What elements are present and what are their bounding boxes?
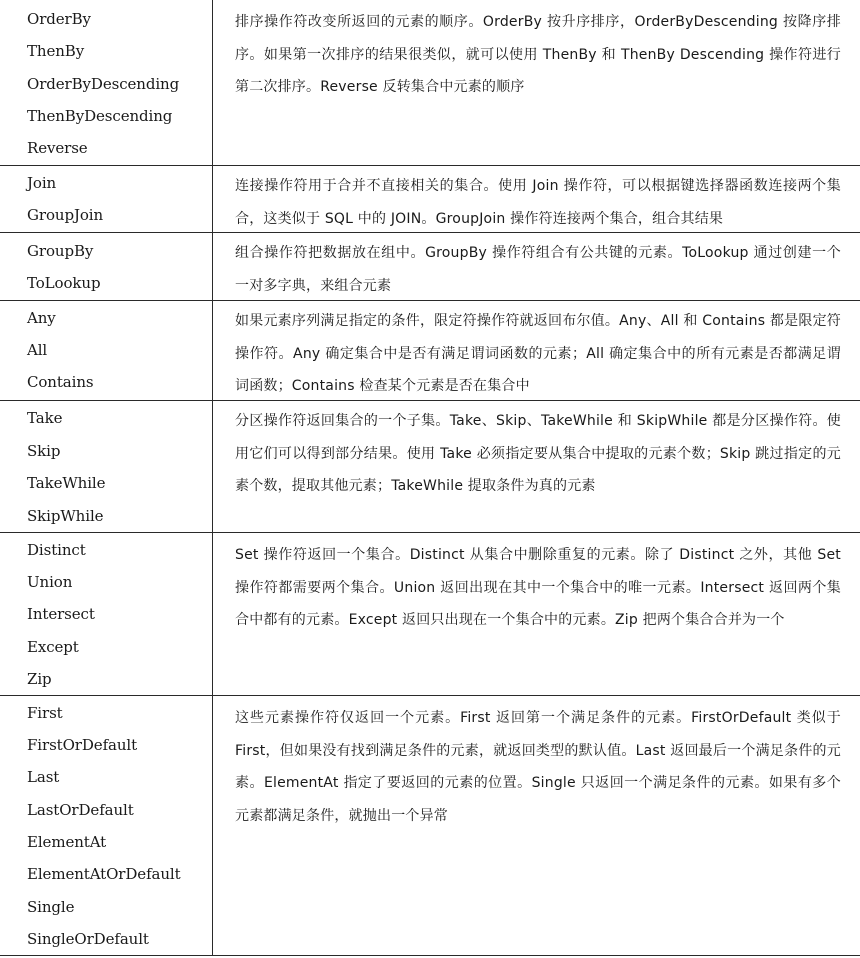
- operator-name: All: [27, 341, 48, 359]
- description-cell: [213, 401, 860, 532]
- table-row: [0, 400, 860, 532]
- operator-name: Intersect: [27, 605, 95, 623]
- operator-name: Distinct: [27, 541, 86, 559]
- operator-name: Reverse: [27, 139, 88, 157]
- operator-name: GroupBy: [27, 242, 94, 260]
- description-cell: [213, 533, 860, 695]
- table-row: [0, 232, 860, 300]
- table-row: [0, 0, 860, 165]
- operator-description: 排序操作符改变所返回的元素的顺序。OrderBy 按升序排序，OrderByDescending 按降序排序。如果第一次排序的结果很类似，就可以使用 ThenBy 和 ThenBy Descending 操作符进行第二次排序。Reverse 反转集合中元素的顺序: [235, 14, 841, 96]
- operator-name: Zip: [27, 670, 52, 688]
- operator-name: ElementAtOrDefault: [27, 865, 181, 883]
- operator-name: Join: [27, 174, 57, 192]
- operator-description: 这些元素操作符仅返回一个元素。First 返回第一个满足条件的元素。FirstOrDefault 类似于 First，但如果没有找到满足条件的元素，就返回类型的默认值。Last 返回最后一个满足条件的元素。ElementAt 指定了要返回的元素的位置。Single 只返回一个满足条件的元素。如果有多个元素都满足条件，就抛出一个异常: [235, 710, 841, 824]
- table-row: [0, 532, 860, 695]
- operator-name: Single: [27, 898, 75, 916]
- operator-name: LastOrDefault: [27, 801, 134, 819]
- description-cell: [213, 233, 860, 300]
- operator-name: FirstOrDefault: [27, 736, 138, 754]
- table-bottom-border: [0, 955, 860, 956]
- operator-name: Contains: [27, 373, 94, 391]
- table-row: [0, 300, 860, 400]
- operator-cell: [0, 166, 213, 232]
- operator-cell: [0, 301, 213, 400]
- operator-name: ThenBy: [27, 42, 85, 60]
- operator-name: OrderByDescending: [27, 75, 180, 93]
- operator-name: Last: [27, 768, 60, 786]
- operator-name: GroupJoin: [27, 206, 104, 224]
- operator-name: TakeWhile: [27, 474, 106, 492]
- operator-description: 如果元素序列满足指定的条件，限定符操作符就返回布尔值。Any、All 和 Contains 都是限定符操作符。Any 确定集合中是否有满足谓词函数的元素；All 确定集合中的所有元素是否都满足谓词函数；Contains 检查某个元素是否在集合中: [235, 313, 841, 395]
- operator-name: SkipWhile: [27, 507, 104, 525]
- operator-name: Except: [27, 638, 79, 656]
- operator-description: 分区操作符返回集合的一个子集。Take、Skip、TakeWhile 和 SkipWhile 都是分区操作符。使用它们可以得到部分结果。使用 Take 必须指定要从集合中提取的元素个数；Skip 跳过指定的元素个数，提取其他元素；TakeWhile 提取条件为真的元素: [235, 413, 841, 495]
- operator-name: Union: [27, 573, 73, 591]
- operator-name: OrderBy: [27, 10, 91, 28]
- description-cell: [213, 301, 860, 400]
- operator-cell: [0, 233, 213, 300]
- operator-description: 组合操作符把数据放在组中。GroupBy 操作符组合有公共键的元素。ToLookup 通过创建一个一对多字典，来组合元素: [235, 245, 841, 294]
- operator-name: First: [27, 704, 63, 722]
- operator-cell: [0, 401, 213, 532]
- operator-description: Set 操作符返回一个集合。Distinct 从集合中删除重复的元素。除了 Distinct 之外，其他 Set 操作符都需要两个集合。Union 返回出现在其中一个集合中的唯一元素。Intersect 返回两个集合中都有的元素。Except 返回只出现在一个集合中的元素。Zip 把两个集合合并为一个: [235, 547, 841, 629]
- operator-name: ElementAt: [27, 833, 107, 851]
- description-cell: [213, 696, 860, 955]
- operator-name: Any: [27, 309, 56, 327]
- operator-cell: [0, 0, 213, 165]
- table-row: [0, 165, 860, 232]
- operator-description: 连接操作符用于合并不直接相关的集合。使用 Join 操作符，可以根据键选择器函数连接两个集合，这类似于 SQL 中的 JOIN。GroupJoin 操作符连接两个集合，组合其结果: [235, 178, 841, 227]
- operator-name: Skip: [27, 442, 61, 460]
- operator-cell: [0, 696, 213, 955]
- operator-name: ThenByDescending: [27, 107, 173, 125]
- description-cell: [213, 0, 860, 165]
- operator-name: ToLookup: [27, 274, 101, 292]
- table-row: [0, 695, 860, 955]
- operator-name: SingleOrDefault: [27, 930, 149, 948]
- description-cell: [213, 166, 860, 232]
- operator-cell: [0, 533, 213, 695]
- operator-name: Take: [27, 409, 63, 427]
